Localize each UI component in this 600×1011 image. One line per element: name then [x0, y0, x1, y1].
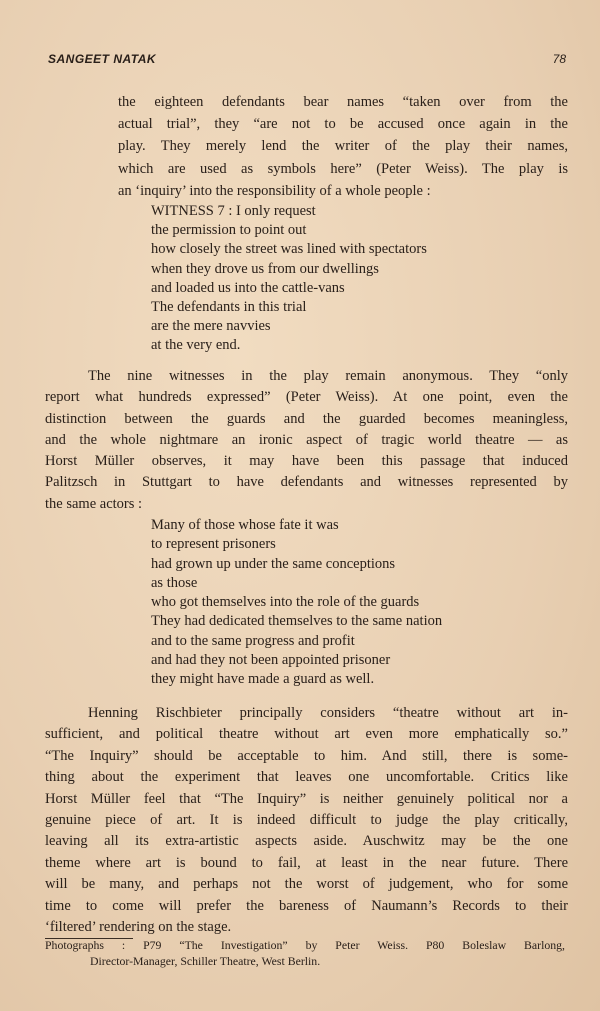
- verse-line: WITNESS 7 : I only request: [151, 203, 316, 219]
- text-line: report what hundreds expressed” (Peter Weiss). At one point, even the: [45, 389, 568, 406]
- verse-line: and to the same progress and profit: [151, 632, 355, 649]
- verse-line: at the very end.: [151, 337, 241, 354]
- verse-line: when they drove us from our dwellings: [151, 260, 379, 277]
- text-line: leaving all its extra-artistic aspects aside. Auschwitz may be the one: [45, 833, 568, 850]
- paragraph-3: [45, 703, 568, 938]
- verse-line: had grown up under the same conceptions: [151, 555, 396, 572]
- verse-line: They had dedicated themselves to the same nation: [151, 613, 443, 630]
- text-line: Palitzsch in Stuttgart to have defendants and witnesses represented by: [45, 474, 568, 491]
- caption-line: Director-Manager, Schiller Theatre, West Berlin.: [90, 954, 321, 968]
- verse-line: and had they not been appointed prisoner: [151, 652, 391, 669]
- verse-line: how closely the street was lined with spectators: [151, 241, 427, 258]
- text-line: will be many, and perhaps not the worst of judgement, who for some: [45, 876, 568, 893]
- text-line: actual trial”, they “are not to be accused once again in the: [118, 116, 568, 133]
- verse-line: who got themselves into the role of the guards: [151, 594, 420, 611]
- verse-line: Many of those whose fate it was: [151, 517, 339, 533]
- text-line: which are used as symbols here” (Peter Weiss). The play is: [118, 160, 568, 177]
- paragraph-2: [45, 366, 568, 515]
- text-line: Horst Müller feel that “The Inquiry” is neither genuinely political nor a: [45, 790, 568, 807]
- text-line: “The Inquiry” should be acceptable to him. And still, there is some-: [45, 747, 568, 764]
- verse-line: the permission to point out: [151, 222, 307, 239]
- prisoner-verse-quote: [151, 516, 442, 690]
- text-line: and the whole nightmare an ironic aspect of tragic world theatre — as: [45, 431, 568, 448]
- paragraph-1: [118, 91, 568, 202]
- running-title: SANGEET NATAK: [48, 52, 157, 66]
- text-line: time to come will prefer the bareness of Naumann’s Records to their: [45, 897, 568, 914]
- witness-verse-quote: [151, 202, 427, 356]
- text-line: sufficient, and political theatre without art even more emphatically so.”: [45, 726, 568, 743]
- verse-line: to represent prisoners: [151, 536, 276, 553]
- text-line: play. They merely lend the writer of the play their names,: [118, 138, 568, 155]
- text-line: the eighteen defendants bear names “taken over from the: [118, 94, 568, 110]
- text-line: genuine piece of art. It is indeed difficult to judge the play critically,: [45, 812, 568, 829]
- verse-line: The defendants in this trial: [151, 299, 307, 316]
- caption-line: Photographs : P79 “The Investigation” by Peter Weiss. P80 Boleslaw Barlong,: [45, 938, 565, 952]
- verse-line: as those: [151, 574, 198, 591]
- text-line: the same actors :: [45, 495, 143, 512]
- verse-line: they might have made a guard as well.: [151, 671, 375, 688]
- verse-line: and loaded us into the cattle-vans: [151, 279, 345, 296]
- page-number: 78: [552, 52, 566, 66]
- text-line: The nine witnesses in the play remain anonymous. They “only: [88, 368, 568, 384]
- text-line: Horst Müller observes, it may have been this passage that induced: [45, 453, 568, 470]
- page-header: [48, 52, 566, 70]
- text-line: ‘filtered’ rendering on the stage.: [45, 919, 232, 936]
- text-line: Henning Rischbieter principally considers “theatre without art in-: [88, 705, 568, 721]
- text-line: distinction between the guards and the guarded becomes meaningless,: [45, 410, 568, 427]
- photo-caption: [45, 937, 565, 969]
- text-line: an ‘inquiry’ into the responsibility of a whole people :: [118, 182, 431, 199]
- text-line: theme where art is bound to fail, at least in the near future. There: [45, 854, 568, 871]
- text-line: thing about the experiment that leaves one uncomfortable. Critics like: [45, 769, 568, 786]
- verse-line: are the mere navvies: [151, 318, 271, 335]
